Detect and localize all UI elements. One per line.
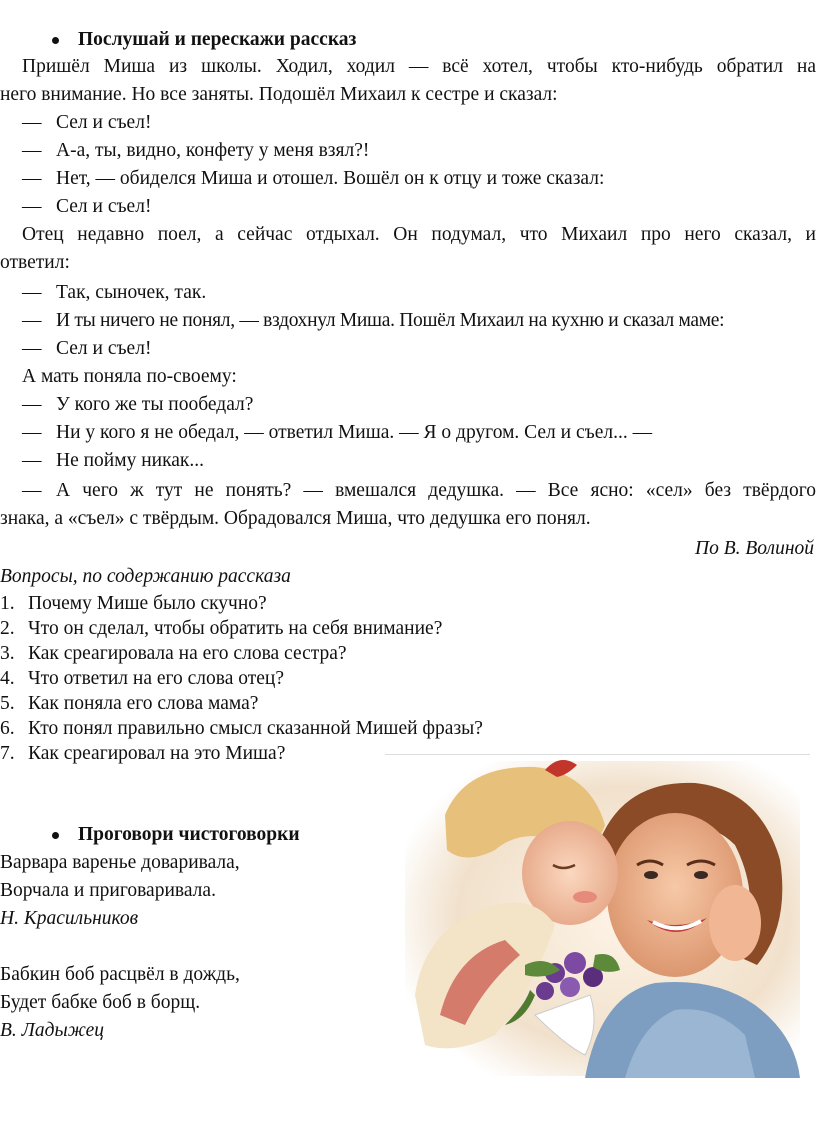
- girl-hand: [709, 885, 761, 961]
- bullet-icon: [52, 37, 59, 44]
- poem-line: Будет бабке боб в борщ.: [0, 992, 201, 1013]
- questions-title: Вопросы, по содержанию рассказа: [0, 566, 291, 587]
- paragraph-line: Отец недавно поел, а сейчас отдыхал. Он подумал, что Михаил про него сказал, и: [22, 224, 816, 245]
- paragraph-line: ответил:: [0, 252, 70, 273]
- story-author: По В. Волиной: [695, 538, 814, 559]
- dash-mark: —: [22, 310, 42, 331]
- mother-daughter-illustration: [385, 755, 810, 1078]
- dialogue-text: А-а, ты, видно, конфету у меня взял?!: [56, 140, 370, 161]
- bullet-icon: [52, 832, 59, 839]
- question-text: Как поняла его слова мама?: [28, 693, 259, 714]
- question-number: 4.: [0, 668, 15, 689]
- section-heading-retell: Послушай и перескажи рассказ: [78, 29, 357, 50]
- question-text: Что он сделал, чтобы обратить на себя внимание?: [28, 618, 443, 639]
- dash-mark: —: [22, 394, 42, 415]
- dash-mark: —: [22, 196, 42, 217]
- question-number: 5.: [0, 693, 15, 714]
- question-number: 2.: [0, 618, 15, 639]
- dialogue-text: Сел и съел!: [56, 196, 152, 217]
- question-text: Кто понял правильно смысл сказанной Мишей фразы?: [28, 718, 483, 739]
- paragraph-line: него внимание. Но все заняты. Подошёл Михаил к сестре и сказал:: [0, 84, 558, 105]
- poem-line: Бабкин боб расцвёл в дождь,: [0, 964, 240, 985]
- section-heading-tongue-twisters: Проговори чистоговорки: [78, 824, 300, 845]
- question-number: 6.: [0, 718, 15, 739]
- dialogue-text: Не пойму никак...: [56, 450, 205, 471]
- dash-mark: —: [22, 282, 42, 303]
- dialogue-text: И ты ничего не понял, — вздохнул Миша. Пошёл Михаил на кухню и сказал маме:: [56, 310, 725, 331]
- paragraph-line: знака, а «съел» с твёрдым. Обрадовался Миша, что дедушка его понял.: [0, 508, 591, 529]
- dash-mark: —: [22, 338, 42, 359]
- question-text: Как среагировал на это Миша?: [28, 743, 286, 764]
- question-text: Как среагировала на его слова сестра?: [28, 643, 347, 664]
- paragraph-line: А мать поняла по-своему:: [22, 366, 237, 387]
- dialogue-text: Ни у кого я не обедал, — ответил Миша. — Я о другом. Сел и съел... —: [56, 422, 653, 443]
- dialogue-text: Так, сыночек, так.: [56, 282, 207, 303]
- poem-line: Варвара варенье доваривала,: [0, 852, 240, 873]
- dialogue-text: У кого же ты пообедал?: [56, 394, 254, 415]
- dash-mark: —: [22, 450, 42, 471]
- question-number: 7.: [0, 743, 15, 764]
- question-number: 1.: [0, 593, 15, 614]
- poem-author: Н. Красильников: [0, 908, 139, 929]
- paragraph-line: Пришёл Миша из школы. Ходил, ходил — всё хотел, чтобы кто-нибудь обратил на: [22, 56, 816, 77]
- poem-author: В. Ладыжец: [0, 1020, 104, 1041]
- question-number: 3.: [0, 643, 15, 664]
- dialogue-text: Сел и съел!: [56, 112, 152, 133]
- dialogue-text: А чего ж тут не понять? — вмешался дедушка. — Все ясно: «сел» без твёрдого: [56, 480, 816, 501]
- question-text: Что ответил на его слова отец?: [28, 668, 285, 689]
- dash-mark: —: [22, 168, 42, 189]
- dialogue-text: Сел и съел!: [56, 338, 152, 359]
- question-text: Почему Мише было скучно?: [28, 593, 267, 614]
- dash-mark: —: [22, 480, 42, 501]
- dialogue-text: Нет, — обиделся Миша и отошел. Вошёл он к отцу и тоже сказал:: [56, 168, 605, 189]
- dash-mark: —: [22, 140, 42, 161]
- dash-mark: —: [22, 422, 42, 443]
- poem-line: Ворчала и приговаривала.: [0, 880, 216, 901]
- dash-mark: —: [22, 112, 42, 133]
